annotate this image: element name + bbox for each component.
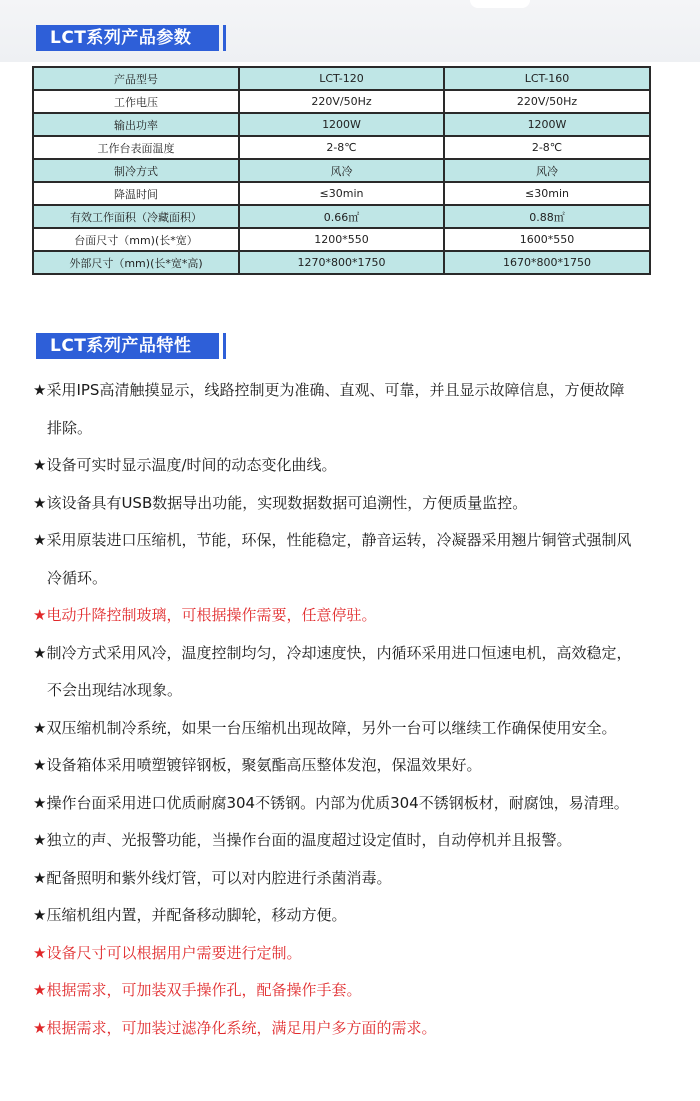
table-cell-label: 工作台表面温度	[33, 136, 239, 159]
table-cell: 0.66㎡	[239, 205, 444, 228]
feature-item	[33, 860, 665, 898]
feature-text: ★电动升降控制玻璃，可根据操作需要，任意停驻。	[33, 606, 377, 624]
table-row	[33, 113, 650, 136]
feature-item	[33, 747, 665, 785]
feature-text: ★设备尺寸可以根据用户需要进行定制。	[33, 943, 302, 962]
feature-text: ★制冷方式采用风冷，温度控制均匀，冷却速度快，内循环采用进口恒速电机，高效稳定，	[33, 643, 632, 662]
parameters-section-header	[36, 25, 226, 51]
feature-text-continued: 不会出现结冰现象。	[47, 681, 183, 699]
table-cell: ≤30min	[444, 182, 650, 205]
feature-item	[33, 897, 665, 935]
feature-text: ★设备可实时显示温度/时间的动态变化曲线。	[33, 456, 337, 474]
feature-list	[33, 372, 665, 1047]
table-cell: 风冷	[239, 159, 444, 182]
feature-text: ★配备照明和紫外线灯管，可以对内腔进行杀菌消毒。	[33, 868, 392, 887]
table-cell: 1600*550	[444, 228, 650, 251]
table-row	[33, 136, 650, 159]
table-cell: 220V/50Hz	[444, 90, 650, 113]
feature-text: ★该设备具有USB数据导出功能，实现数据数据可追溯性，方便质量监控。	[33, 493, 528, 512]
spec-table	[32, 66, 651, 275]
section-accent-bar	[223, 333, 226, 359]
table-cell: 1670*800*1750	[444, 251, 650, 274]
table-row	[33, 159, 650, 182]
table-cell: 2-8℃	[444, 136, 650, 159]
feature-item	[33, 972, 665, 1010]
table-cell: 220V/50Hz	[239, 90, 444, 113]
feature-item	[33, 785, 665, 823]
features-section-header	[36, 333, 226, 359]
table-header-cell: LCT-160	[444, 67, 650, 90]
table-cell: 2-8℃	[239, 136, 444, 159]
feature-item	[33, 1010, 665, 1048]
table-row	[33, 205, 650, 228]
feature-text-continued: 排除。	[47, 418, 93, 437]
table-cell: 0.88㎡	[444, 205, 650, 228]
parameters-section-title: LCT系列产品参数	[36, 25, 219, 51]
table-cell: ≤30min	[239, 182, 444, 205]
table-cell-label: 制冷方式	[33, 159, 239, 182]
feature-text: ★压缩机组内置，并配备移动脚轮，移动方便。	[33, 906, 347, 924]
table-header-cell: LCT-120	[239, 67, 444, 90]
feature-text: ★双压缩机制冷系统，如果一台压缩机出现故障，另外一台可以继续工作确保使用安全。	[33, 718, 617, 737]
feature-item	[33, 935, 665, 973]
feature-text: ★设备箱体采用喷塑镀锌钢板，聚氨酯高压整体发泡，保温效果好。	[33, 756, 482, 774]
feature-text: ★操作台面采用进口优质耐腐304不锈钢。内部为优质304不锈钢板材，耐腐蚀，易清理。	[33, 793, 629, 812]
feature-item	[33, 485, 665, 523]
feature-item	[33, 635, 665, 710]
table-row	[33, 90, 650, 113]
feature-item	[33, 372, 665, 447]
table-cell-label: 有效工作面积（冷藏面积）	[33, 205, 239, 228]
feature-item	[33, 522, 665, 597]
feature-item	[33, 597, 665, 635]
table-row	[33, 228, 650, 251]
table-header-row	[33, 67, 650, 90]
table-cell-label: 外部尺寸（mm)(长*宽*高)	[33, 251, 239, 274]
feature-text: ★独立的声、光报警功能，当操作台面的温度超过设定值时，自动停机并且报警。	[33, 831, 572, 849]
table-cell: 1200W	[444, 113, 650, 136]
table-cell-label: 降温时间	[33, 182, 239, 205]
section-accent-bar	[223, 25, 226, 51]
table-header-cell: 产品型号	[33, 67, 239, 90]
table-row	[33, 182, 650, 205]
top-decoration	[470, 0, 530, 8]
table-cell-label: 输出功率	[33, 113, 239, 136]
feature-text: ★根据需求，可加装双手操作孔，配备操作手套。	[33, 981, 362, 999]
table-cell: 风冷	[444, 159, 650, 182]
table-cell-label: 台面尺寸（mm)(长*宽）	[33, 228, 239, 251]
table-cell-label: 工作电压	[33, 90, 239, 113]
table-row	[33, 251, 650, 274]
feature-item	[33, 710, 665, 748]
feature-item	[33, 822, 665, 860]
feature-text: ★采用IPS高清触摸显示，线路控制更为准确、直观、可靠，并且显示故障信息，方便故障	[33, 381, 625, 399]
table-cell: 1200W	[239, 113, 444, 136]
features-section-title: LCT系列产品特性	[36, 333, 219, 359]
feature-text: ★根据需求，可加装过滤净化系统，满足用户多方面的需求。	[33, 1018, 437, 1037]
table-cell: 1200*550	[239, 228, 444, 251]
feature-item	[33, 447, 665, 485]
feature-text: ★采用原装进口压缩机，节能，环保，性能稳定，静音运转，冷凝器采用翘片铜管式强制风	[33, 531, 632, 549]
table-cell: 1270*800*1750	[239, 251, 444, 274]
feature-text-continued: 冷循环。	[47, 568, 108, 587]
